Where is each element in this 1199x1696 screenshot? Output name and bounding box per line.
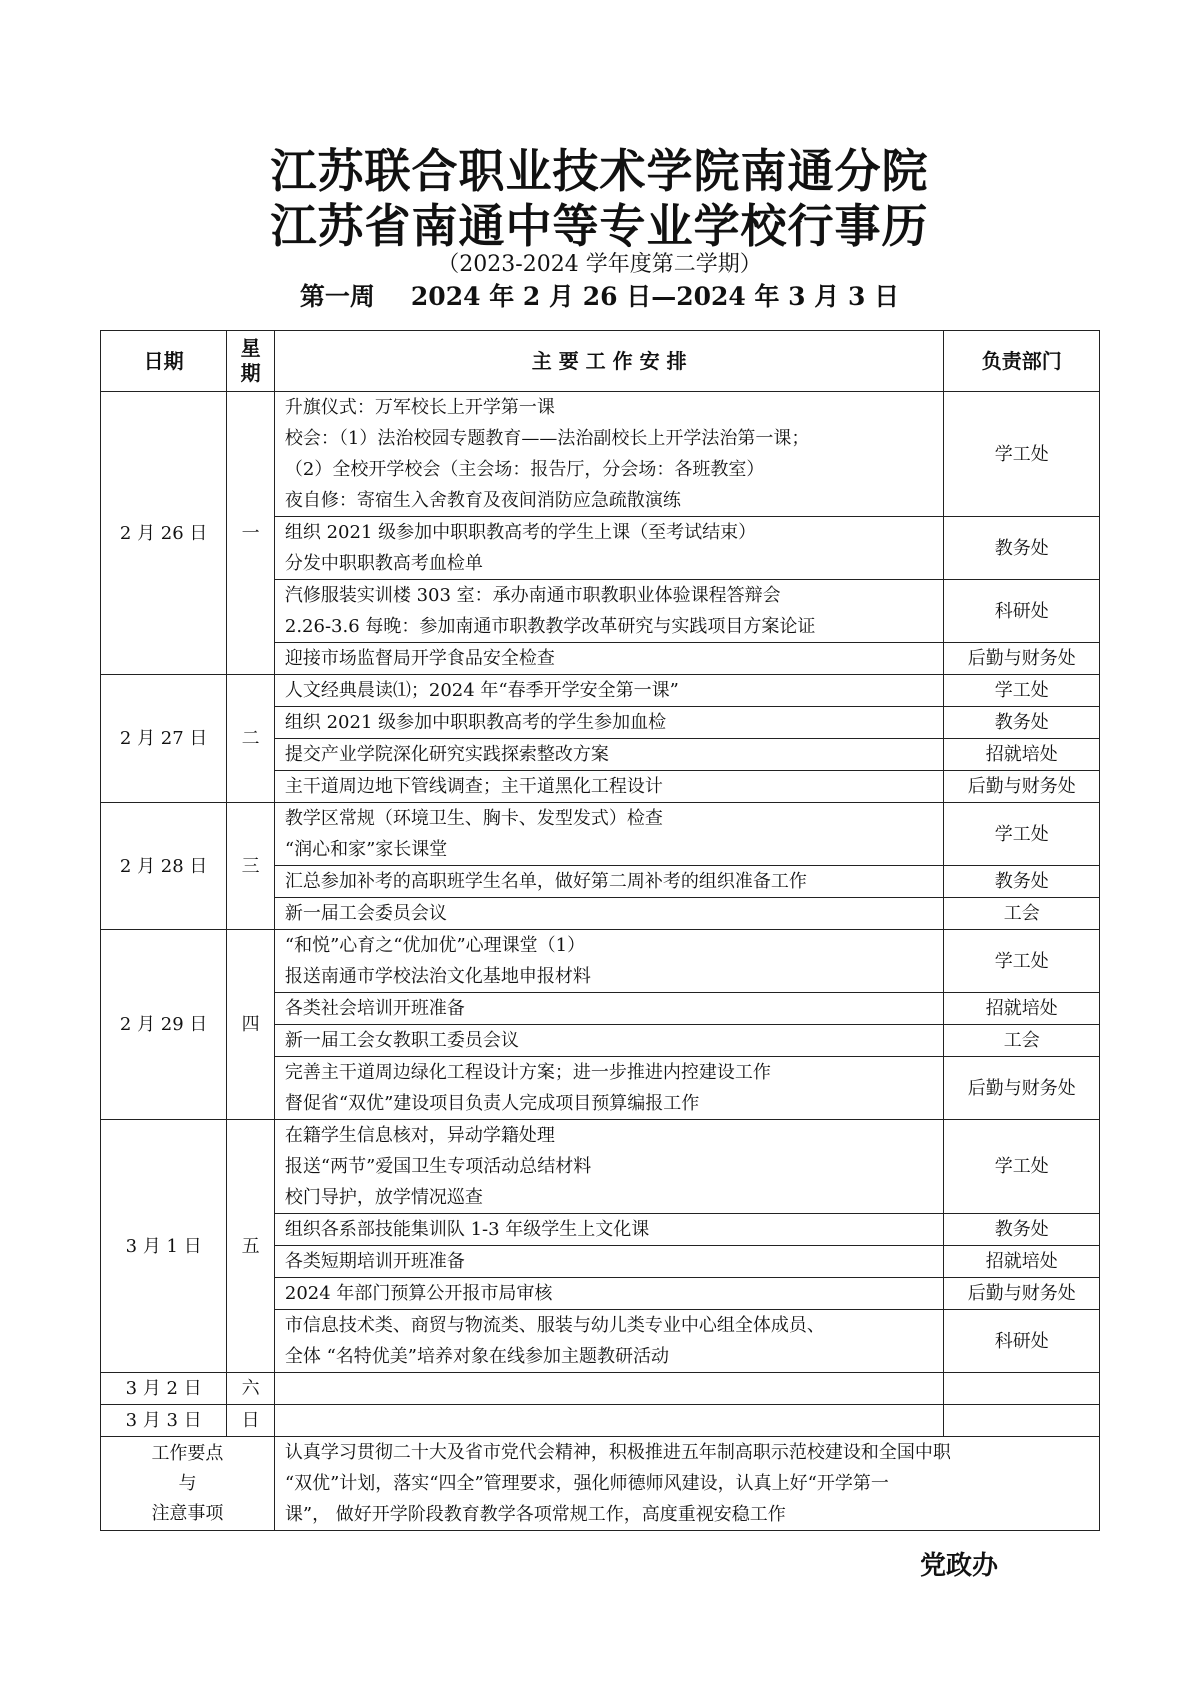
dept-cell: 招就培处 xyxy=(944,993,1100,1025)
task-item: 升旗仪式：万军校长上开学第一课 xyxy=(284,397,555,418)
task-cell xyxy=(274,898,944,930)
dept-cell: 招就培处 xyxy=(944,739,1100,771)
day-weekday: 日 xyxy=(227,1405,275,1437)
task-item: 组织 2021 级参加中职职教高考的学生上课（至考试结束） xyxy=(284,522,757,543)
task-cell xyxy=(274,1373,944,1405)
task-cell xyxy=(274,643,944,675)
task-cell xyxy=(274,675,944,707)
task-item: “润心和家”家长课堂 xyxy=(284,839,448,860)
task-cell xyxy=(274,803,944,866)
task-item: 2.26-3.6 每晚：参加南通市职教教学改革研究与实践项目方案论证 xyxy=(284,616,816,637)
task-item: 汇总参加补考的高职班学生名单，做好第二周补考的组织准备工作 xyxy=(284,871,807,892)
table-row xyxy=(101,803,1100,866)
task-cell xyxy=(274,993,944,1025)
day-date: 2 月 27 日 xyxy=(101,675,227,803)
task-cell xyxy=(274,866,944,898)
day-date: 3 月 3 日 xyxy=(101,1405,227,1437)
task-item: 提交产业学院深化研究实践探索整改方案 xyxy=(284,744,609,765)
task-item: 汽修服装实训楼 303 室：承办南通市职教职业体验课程答辩会 xyxy=(284,585,781,606)
dept-cell: 教务处 xyxy=(944,707,1100,739)
table-row xyxy=(101,1373,1100,1405)
task-cell xyxy=(274,707,944,739)
task-item: 夜自修：寄宿生入舍教育及夜间消防应急疏散演练 xyxy=(284,490,681,511)
task-item: 新一届工会委员会议 xyxy=(284,903,447,924)
task-item: 教学区常规（环境卫生、胸卡、发型发式）检查 xyxy=(284,808,663,829)
table-row xyxy=(101,392,1100,517)
task-cell xyxy=(274,1278,944,1310)
notes-text-line: “双优”计划，落实“四全”管理要求，强化师德师风建设，认真上好“开学第一 xyxy=(284,1473,889,1494)
task-item: “和悦”心育之“优加优”心理课堂（1） xyxy=(284,935,586,956)
task-cell xyxy=(274,1310,944,1373)
notes-text-cell xyxy=(274,1437,1099,1531)
task-item: 校门导护，放学情况巡查 xyxy=(284,1187,483,1208)
table-row xyxy=(101,1120,1100,1214)
dept-cell: 教务处 xyxy=(944,1214,1100,1246)
day-date: 2 月 26 日 xyxy=(101,392,227,675)
notes-label-cell xyxy=(101,1437,275,1531)
header-weekday-2: 期 xyxy=(240,361,261,385)
table-header-row xyxy=(101,331,1100,392)
day-weekday: 二 xyxy=(227,675,275,803)
schedule-table xyxy=(100,330,1100,1531)
task-item: 组织各系部技能集训队 1-3 年级学生上文化课 xyxy=(284,1219,650,1240)
task-item: 校会：（1）法治校园专题教育——法治副校长上开学法治第一课； xyxy=(284,428,810,449)
notes-row xyxy=(101,1437,1100,1531)
task-item: 报送“两节”爱国卫生专项活动总结材料 xyxy=(284,1156,592,1177)
dept-cell: 学工处 xyxy=(944,1120,1100,1214)
header-weekday-1: 星 xyxy=(240,336,261,360)
notes-label-line: 注意事项 xyxy=(151,1502,224,1524)
task-cell xyxy=(274,1405,944,1437)
day-weekday: 三 xyxy=(227,803,275,930)
signature: 党政办 xyxy=(920,1551,999,1581)
dept-cell: 学工处 xyxy=(944,803,1100,866)
notes-text-line: 认真学习贯彻二十大及省市党代会精神，积极推进五年制高职示范校建设和全国中职 xyxy=(284,1442,951,1463)
dept-cell: 教务处 xyxy=(944,866,1100,898)
header-date: 日期 xyxy=(101,331,227,392)
task-item: 在籍学生信息核对，异动学籍处理 xyxy=(284,1125,555,1146)
dept-cell: 科研处 xyxy=(944,1310,1100,1373)
task-cell xyxy=(274,1057,944,1120)
dept-cell: 学工处 xyxy=(944,392,1100,517)
dept-cell: 教务处 xyxy=(944,517,1100,580)
dept-cell: 学工处 xyxy=(944,930,1100,993)
dept-cell: 后勤与财务处 xyxy=(944,771,1100,803)
dept-cell: 招就培处 xyxy=(944,1246,1100,1278)
day-weekday: 六 xyxy=(227,1373,275,1405)
day-date: 3 月 1 日 xyxy=(101,1120,227,1373)
table-row xyxy=(101,1405,1100,1437)
header-weekday xyxy=(227,331,275,392)
notes-label-line: 工作要点 xyxy=(151,1442,224,1464)
dept-cell: 工会 xyxy=(944,898,1100,930)
day-weekday: 四 xyxy=(227,930,275,1120)
week-heading xyxy=(0,280,1199,314)
header-tasks: 主 要 工 作 安 排 xyxy=(274,331,944,392)
task-item: 市信息技术类、商贸与物流类、服装与幼儿类专业中心组全体成员、 xyxy=(284,1315,825,1336)
task-cell xyxy=(274,1246,944,1278)
notes-label-line: 与 xyxy=(178,1472,197,1494)
day-date: 2 月 29 日 xyxy=(101,930,227,1120)
title-line-2: 江苏省南通中等专业学校行事历 xyxy=(270,199,929,253)
week-range: 2024 年 2 月 26 日—2024 年 3 月 3 日 xyxy=(410,282,900,311)
notes-text-line: 课”， 做好开学阶段教育教学各项常规工作，高度重视安稳工作 xyxy=(284,1504,786,1525)
table-row xyxy=(101,930,1100,993)
task-item: （2）全校开学校会（主会场：报告厅，分会场：各班教室） xyxy=(284,459,765,480)
task-item: 组织 2021 级参加中职职教高考的学生参加血检 xyxy=(284,712,667,733)
task-item: 迎接市场监督局开学食品安全检查 xyxy=(284,648,555,669)
task-item: 分发中职职教高考血检单 xyxy=(284,553,483,574)
dept-cell: 工会 xyxy=(944,1025,1100,1057)
task-item: 人文经典晨读⑴；2024 年“春季开学安全第一课” xyxy=(284,680,679,701)
dept-cell: 后勤与财务处 xyxy=(944,1278,1100,1310)
task-item: 各类短期培训开班准备 xyxy=(284,1251,465,1272)
table-row xyxy=(101,675,1100,707)
dept-cell: 科研处 xyxy=(944,580,1100,643)
task-item: 完善主干道周边绿化工程设计方案；进一步推进内控建设工作 xyxy=(284,1062,771,1083)
task-cell xyxy=(274,771,944,803)
day-weekday: 一 xyxy=(227,392,275,675)
dept-cell: 后勤与财务处 xyxy=(944,643,1100,675)
task-item: 各类社会培训开班准备 xyxy=(284,998,465,1019)
dept-cell xyxy=(944,1405,1100,1437)
task-cell xyxy=(274,517,944,580)
header-dept: 负责部门 xyxy=(944,331,1100,392)
day-date: 2 月 28 日 xyxy=(101,803,227,930)
task-item: 报送南通市学校法治文化基地申报材料 xyxy=(284,966,591,987)
task-cell xyxy=(274,1120,944,1214)
semester-subtitle: （2023-2024 学年度第二学期） xyxy=(437,252,762,277)
day-date: 3 月 2 日 xyxy=(101,1373,227,1405)
task-cell xyxy=(274,1025,944,1057)
dept-cell xyxy=(944,1373,1100,1405)
task-cell xyxy=(274,1214,944,1246)
title-line-1: 江苏联合职业技术学院南通分院 xyxy=(270,144,929,198)
task-item: 2024 年部门预算公开报市局审核 xyxy=(284,1283,553,1304)
task-item: 全体 “名特优美”培养对象在线参加主题教研活动 xyxy=(284,1346,669,1367)
task-cell xyxy=(274,739,944,771)
task-item: 新一届工会女教职工委员会议 xyxy=(284,1030,519,1051)
task-item: 主干道周边地下管线调查；主干道黑化工程设计 xyxy=(284,776,663,797)
dept-cell: 学工处 xyxy=(944,675,1100,707)
task-cell xyxy=(274,392,944,517)
day-weekday: 五 xyxy=(227,1120,275,1373)
task-item: 督促省“双优”建设项目负责人完成项目预算编报工作 xyxy=(284,1093,700,1114)
task-cell xyxy=(274,580,944,643)
task-cell xyxy=(274,930,944,993)
week-label: 第一周 xyxy=(299,282,375,311)
dept-cell: 后勤与财务处 xyxy=(944,1057,1100,1120)
